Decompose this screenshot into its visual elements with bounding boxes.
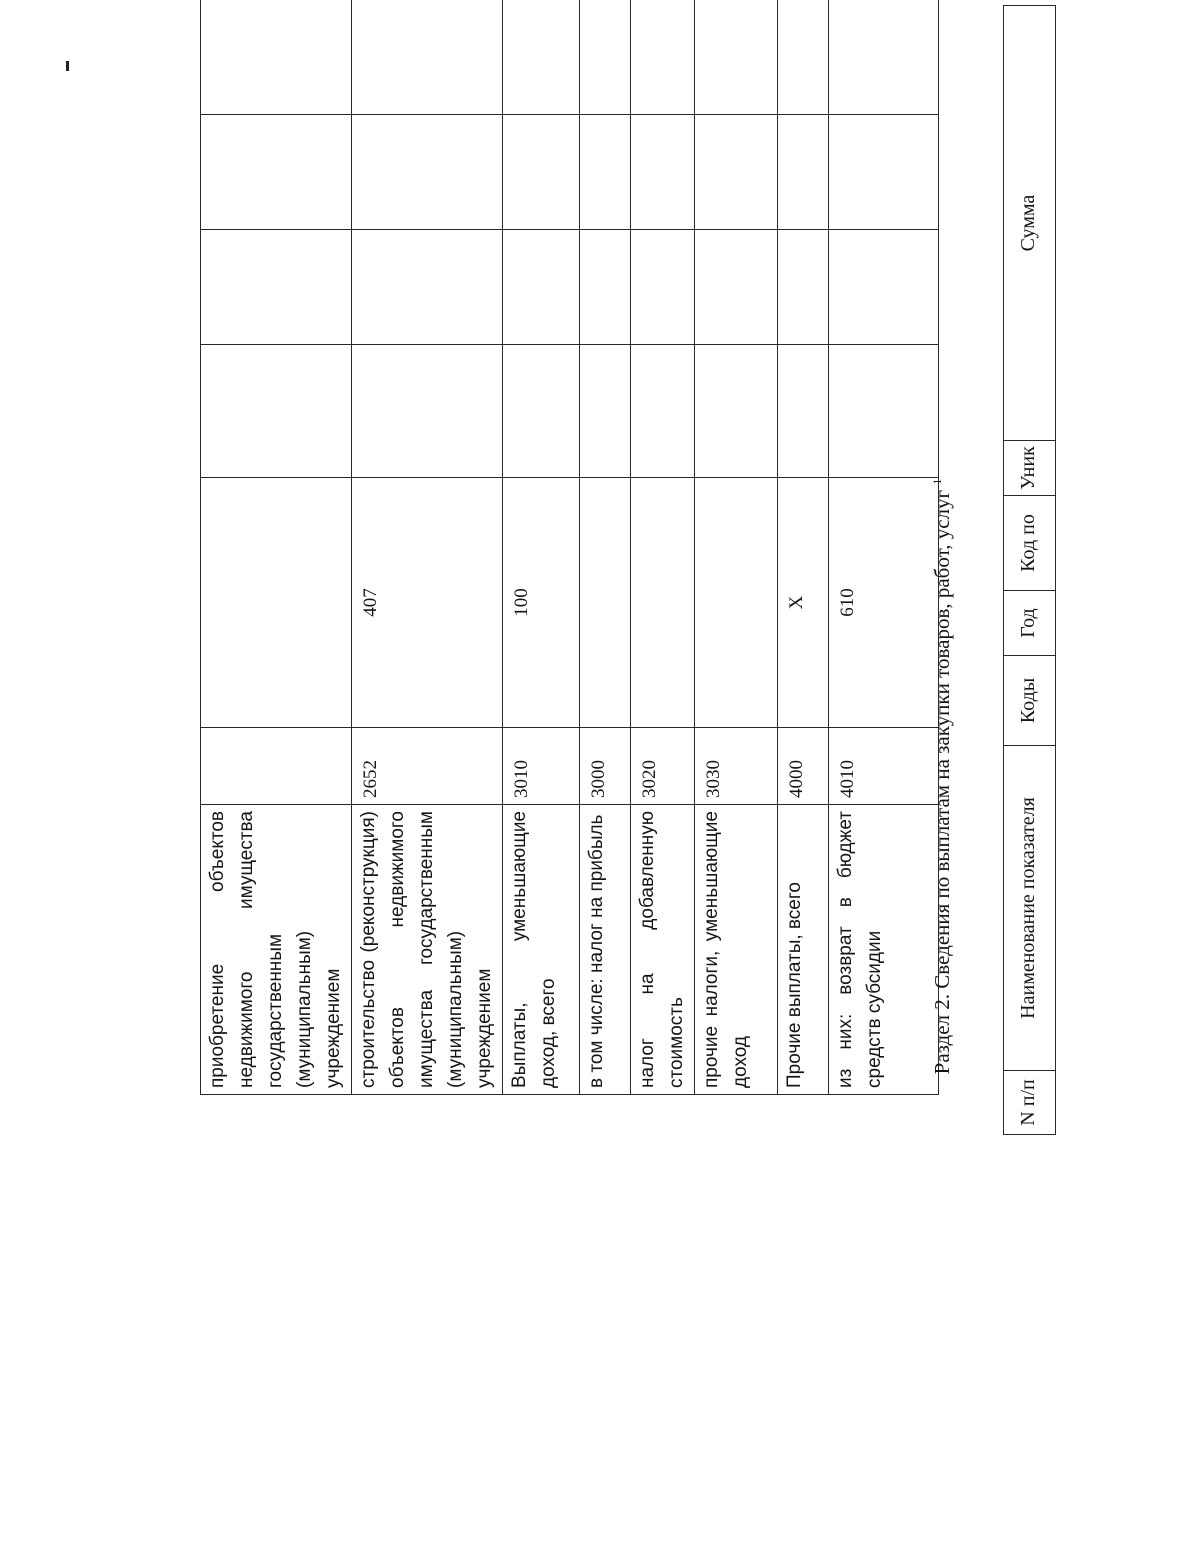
header-sum: Сумма bbox=[1004, 6, 1056, 441]
table-row bbox=[695, 0, 778, 1095]
empty-cell bbox=[631, 115, 695, 230]
subcode bbox=[695, 478, 778, 728]
row-code: 3000 bbox=[580, 728, 631, 805]
empty-cell bbox=[778, 115, 829, 230]
section-title: Раздел 2. Сведения по выплатам на закупки товаров, работ, услуг $^1$ bbox=[930, 478, 954, 1075]
empty-cell bbox=[503, 230, 580, 345]
empty-cell bbox=[580, 345, 631, 478]
subcode bbox=[201, 478, 352, 728]
empty-cell bbox=[631, 230, 695, 345]
scan-mark bbox=[66, 61, 69, 71]
empty-cell bbox=[829, 345, 939, 478]
indicator-name: налог на добавленную стоимость bbox=[631, 805, 695, 1095]
row-code: 3010 bbox=[503, 728, 580, 805]
row-code: 4000 bbox=[778, 728, 829, 805]
empty-cell bbox=[695, 345, 778, 478]
empty-cell bbox=[352, 230, 503, 345]
table-row bbox=[829, 0, 939, 1095]
empty-cell bbox=[695, 0, 778, 115]
header-year: Год bbox=[1004, 591, 1056, 656]
row-code bbox=[201, 728, 352, 805]
row-code: 3020 bbox=[631, 728, 695, 805]
footnote-mark: 1 bbox=[930, 478, 944, 485]
header-number: N п/п bbox=[1004, 1071, 1056, 1135]
row-code: 3030 bbox=[695, 728, 778, 805]
empty-cell bbox=[503, 345, 580, 478]
header-code-by: Код по bbox=[1004, 496, 1056, 591]
payments-table bbox=[200, 0, 939, 1095]
subcode bbox=[580, 478, 631, 728]
empty-cell bbox=[778, 230, 829, 345]
table-row bbox=[503, 0, 580, 1095]
indicator-name: приобретение объектов недвижимого имущества государственным (муниципальным) учреждением bbox=[201, 805, 352, 1095]
empty-cell bbox=[695, 230, 778, 345]
subcode bbox=[631, 478, 695, 728]
table-row bbox=[631, 0, 695, 1095]
subcode: 407 bbox=[352, 478, 503, 728]
empty-cell bbox=[829, 230, 939, 345]
indicator-name: прочие налоги, уменьшающие доход bbox=[695, 805, 778, 1095]
empty-cell bbox=[201, 345, 352, 478]
table-row bbox=[352, 0, 503, 1095]
empty-cell bbox=[503, 0, 580, 115]
indicator-name: строительство (реконструкция) объектов недвижимого имущества государственным (муниципальным) учреждением bbox=[352, 805, 503, 1095]
empty-cell bbox=[201, 0, 352, 115]
subcode: 100 bbox=[503, 478, 580, 728]
empty-cell bbox=[352, 0, 503, 115]
empty-cell bbox=[201, 230, 352, 345]
empty-cell bbox=[352, 345, 503, 478]
empty-cell bbox=[580, 230, 631, 345]
indicator-name: из них: возврат в бюджет средств субсидии bbox=[829, 805, 939, 1095]
empty-cell bbox=[778, 345, 829, 478]
row-code: 2652 bbox=[352, 728, 503, 805]
empty-cell bbox=[201, 115, 352, 230]
empty-cell bbox=[631, 345, 695, 478]
empty-cell bbox=[503, 115, 580, 230]
header-codes: Коды bbox=[1004, 656, 1056, 746]
subcode: 610 bbox=[829, 478, 939, 728]
purchases-table-header bbox=[1003, 5, 1056, 1135]
subcode: X bbox=[778, 478, 829, 728]
empty-cell bbox=[829, 0, 939, 115]
empty-cell bbox=[580, 115, 631, 230]
empty-cell bbox=[580, 0, 631, 115]
empty-cell bbox=[631, 0, 695, 115]
row-code: 4010 bbox=[829, 728, 939, 805]
empty-cell bbox=[352, 115, 503, 230]
header-indicator-name: Наименование показателя bbox=[1004, 746, 1056, 1071]
empty-cell bbox=[778, 0, 829, 115]
header-unique: Уник bbox=[1004, 441, 1056, 496]
table-row bbox=[778, 0, 829, 1095]
indicator-name: Прочие выплаты, всего bbox=[778, 805, 829, 1095]
indicator-name: Выплаты, уменьшающие доход, всего bbox=[503, 805, 580, 1095]
empty-cell bbox=[829, 115, 939, 230]
empty-cell bbox=[695, 115, 778, 230]
table-row bbox=[580, 0, 631, 1095]
indicator-name: в том числе: налог на прибыль bbox=[580, 805, 631, 1095]
header-row bbox=[1004, 6, 1056, 1135]
table-row bbox=[201, 0, 352, 1095]
